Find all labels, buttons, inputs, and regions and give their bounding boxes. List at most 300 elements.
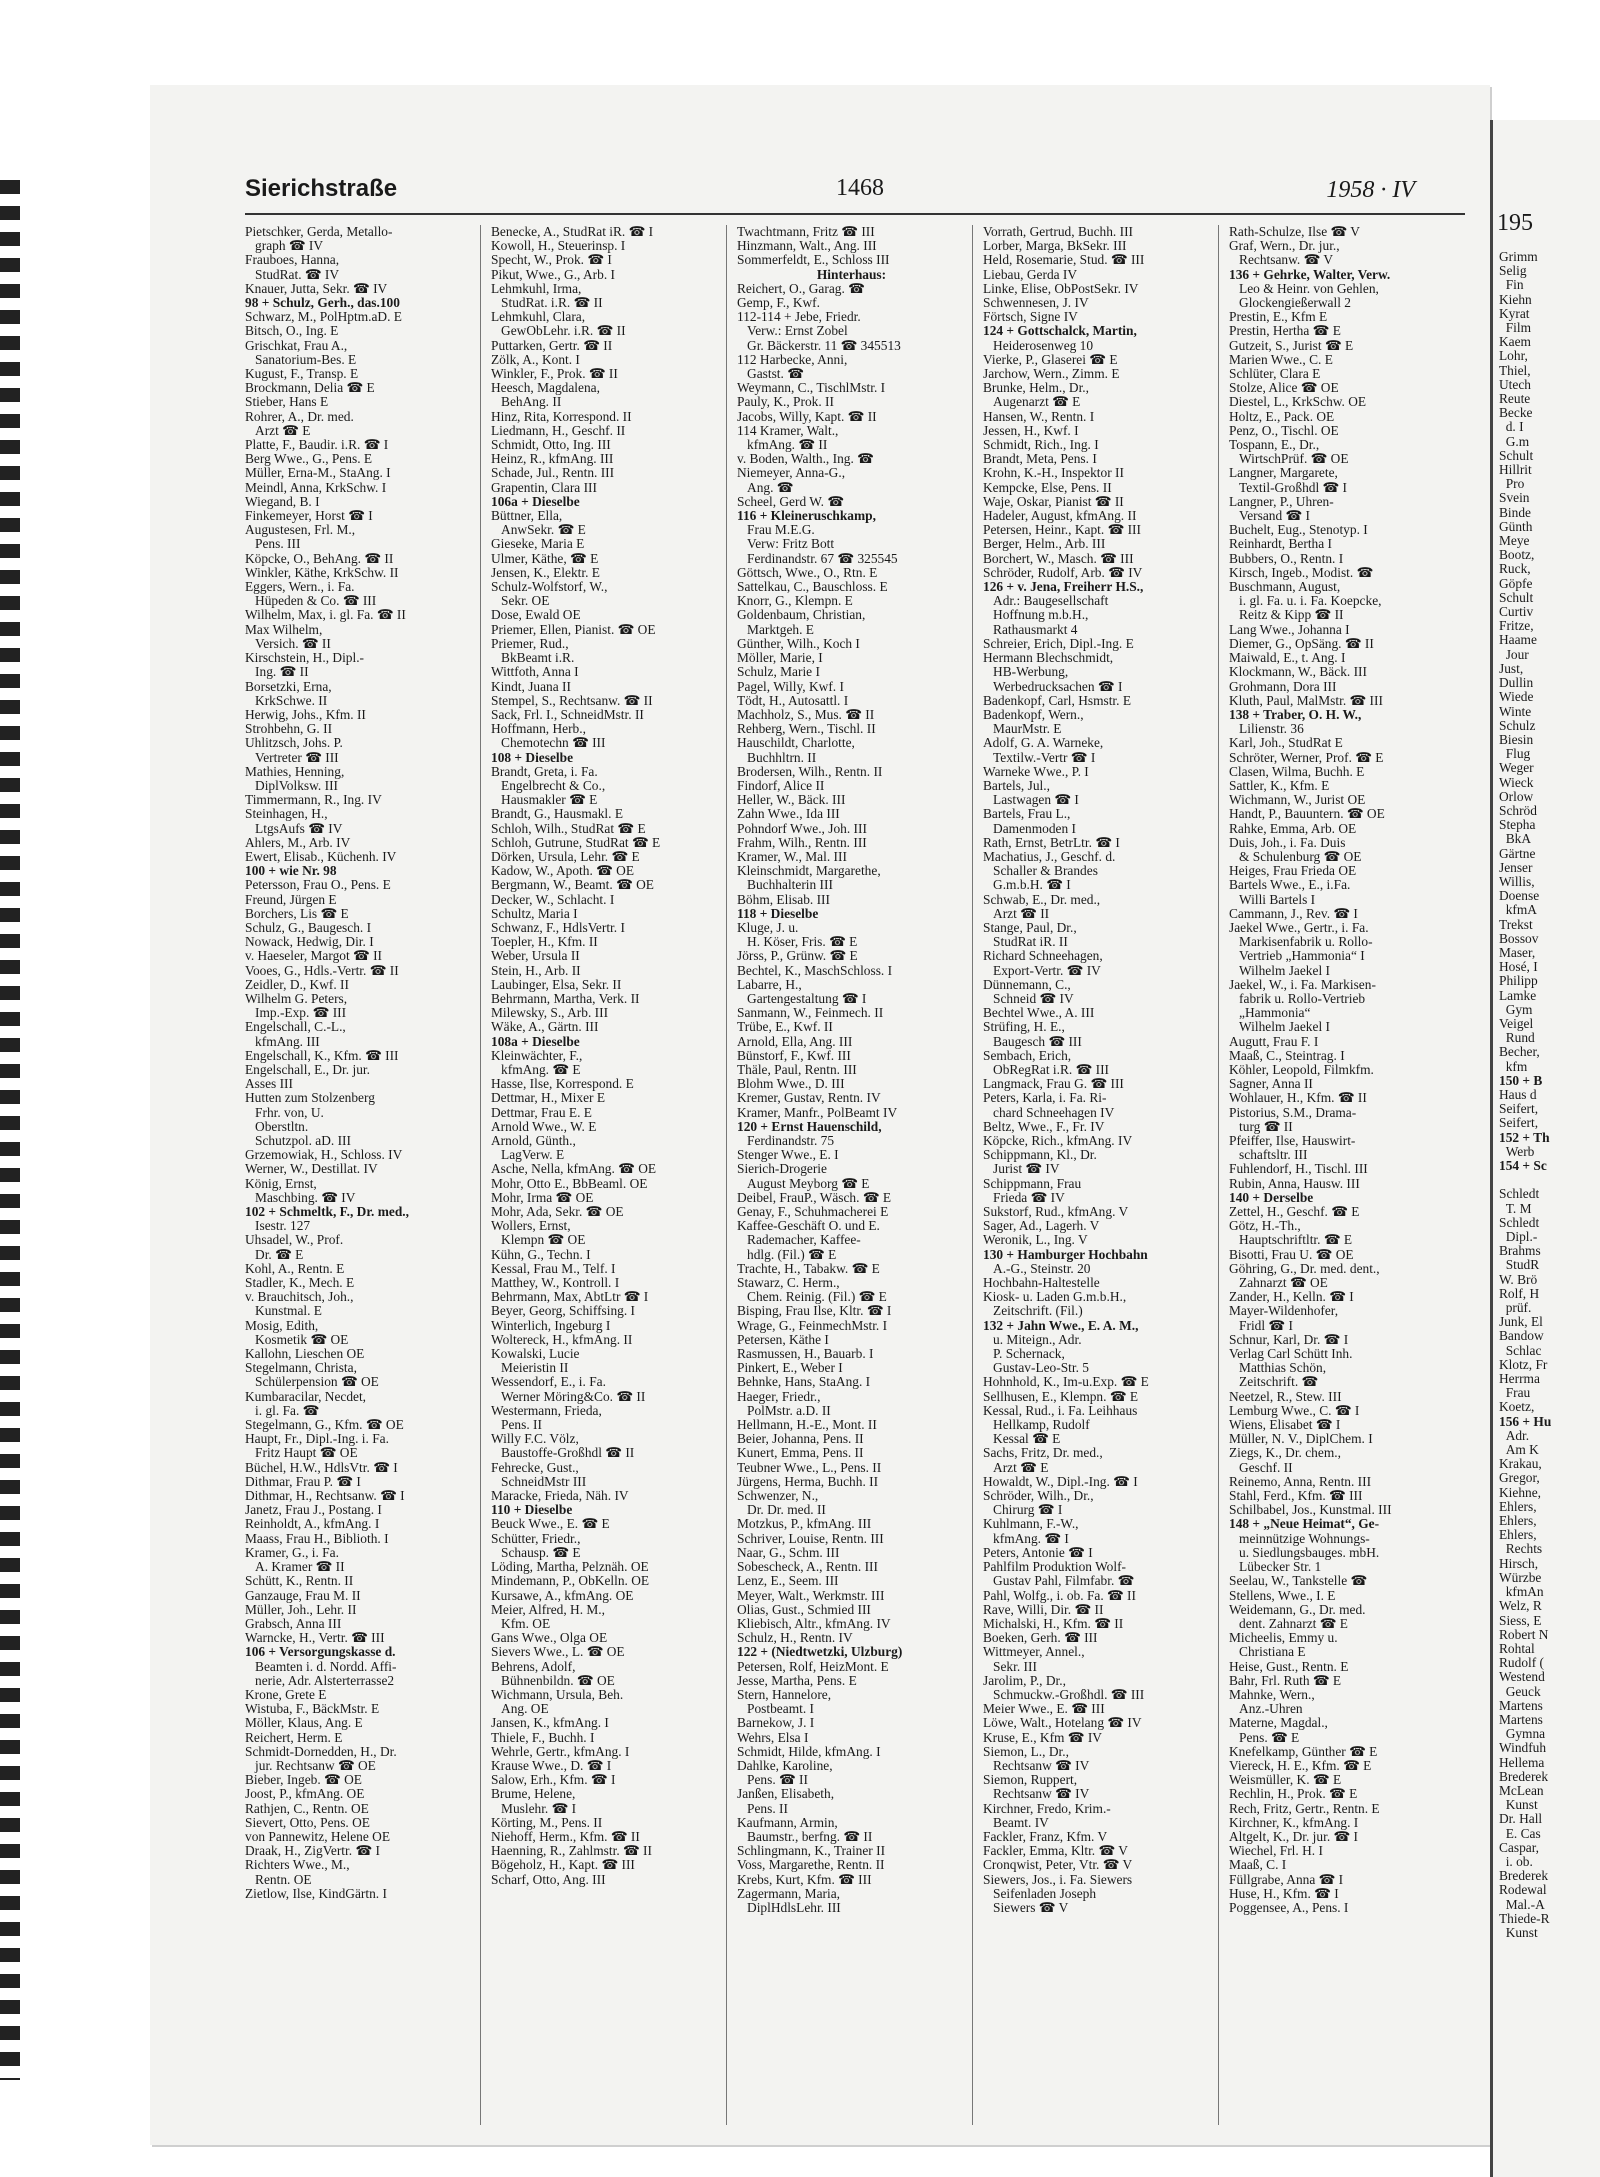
adjacent-entry: Rudolf ( — [1499, 1656, 1545, 1671]
adjacent-entry: Schult — [1499, 590, 1534, 605]
adjacent-entry: Göpfe — [1499, 576, 1533, 591]
directory-entry: MaurMstr. E — [983, 722, 1062, 737]
directory-entry: Baustoffe-Großhdl ☎ II — [491, 1446, 635, 1461]
directory-entry: 110 + Dieselbe — [491, 1503, 573, 1518]
directory-entry: Kruse, E., Kfm ☎ IV — [983, 1730, 1102, 1745]
directory-entry: Dahlke, Karoline, — [737, 1758, 833, 1773]
directory-entry: Versich. ☎ II — [245, 636, 331, 651]
adjacent-entry: Ehlers, — [1499, 1499, 1537, 1514]
directory-entry: Export-Vertr. ☎ IV — [983, 963, 1101, 978]
directory-entry: 148 + „Neue Heimat“, Ge- — [1229, 1517, 1380, 1532]
directory-entry: kfmAng. ☎ I — [983, 1531, 1069, 1546]
directory-entry: Schwab, E., Dr. med., — [983, 892, 1101, 907]
directory-entry: Verw.: Ernst Zobel — [737, 324, 848, 339]
page-header — [245, 175, 1475, 215]
directory-entry: 112 Harbecke, Anni, — [737, 352, 848, 367]
adjacent-entry: Dullin — [1499, 676, 1534, 691]
directory-entry: Schulz, Marie I — [737, 665, 820, 680]
directory-entry: Niehoff, Herm., Kfm. ☎ II — [491, 1829, 640, 1844]
directory-entry: Schlingmann, K., Trainer II — [737, 1844, 886, 1859]
directory-entry: Kosmetik ☎ OE — [245, 1332, 349, 1347]
adjacent-entry: Dr. Hall — [1499, 1812, 1543, 1827]
directory-entry: LtgsAufs ☎ IV — [245, 821, 343, 836]
directory-entry: Köpcke, O., BehAng. ☎ II — [245, 551, 394, 566]
directory-entry: Machholz, S., Mus. ☎ II — [737, 707, 875, 722]
directory-entry: Augutt, Frau F. I — [1229, 1034, 1319, 1049]
adjacent-entry: Brederek — [1499, 1869, 1549, 1884]
directory-entry: Beyer, Georg, Schiffsing. I — [491, 1304, 636, 1319]
directory-entry: Beier, Johanna, Pens. II — [737, 1432, 864, 1447]
directory-entry: Adr.: Baugesellschaft — [983, 594, 1109, 609]
directory-entry: Heiges, Frau Frieda OE — [1229, 864, 1357, 879]
adjacent-entry: Reute — [1499, 392, 1531, 407]
directory-entry: Wiegand, B. I — [245, 494, 320, 509]
directory-entry: Mohr, Otto E., BbBeaml. OE — [491, 1176, 648, 1191]
directory-entry: Bögeholz, H., Kapt. ☎ III — [491, 1858, 635, 1873]
directory-entry: Penz, O., Tischl. OE — [1229, 423, 1339, 438]
directory-entry: Kugust, F., Transp. E — [245, 367, 359, 382]
directory-entry: Fackler, Emma, Kltr. ☎ V — [983, 1844, 1128, 1859]
directory-entry: Rehberg, Wern., Tischl. II — [737, 722, 876, 737]
directory-entry: Weymann, C., TischlMstr. I — [737, 381, 886, 396]
directory-entry: Grischkat, Frau A., — [245, 338, 348, 353]
directory-entry: Borchers, Lis ☎ E — [245, 906, 349, 921]
directory-entry: Wohlauer, H., Kfm. ☎ II — [1229, 1091, 1367, 1106]
directory-entry: Niemeyer, Anna-G., — [737, 466, 846, 481]
adjacent-entry: kfmAn — [1499, 1585, 1544, 1600]
adjacent-entry: Kyrat — [1499, 306, 1530, 321]
directory-entry: Werner Möring&Co. ☎ II — [491, 1389, 646, 1404]
adjacent-entry: Maser, — [1499, 945, 1536, 960]
directory-entry: Dithmar, H., Rechtsanw. ☎ I — [245, 1489, 405, 1504]
directory-entry: Berger, Helm., Arb. III — [983, 537, 1106, 552]
directory-entry: Stegelmann, G., Kfm. ☎ OE — [245, 1418, 404, 1433]
directory-entry: Badenkopf, Wern., — [983, 707, 1084, 722]
directory-entry: Hinzmann, Walt., Ang. III — [737, 239, 877, 254]
directory-entry: Arzt ☎ E — [983, 1460, 1049, 1475]
directory-entry: Baumstr., berfng. ☎ II — [737, 1829, 873, 1844]
directory-entry: Göhring, G., Dr. med. dent., — [1229, 1261, 1380, 1276]
directory-entry: A.-G., Steinstr. 20 — [983, 1261, 1091, 1276]
directory-entry: Gartengestaltung ☎ I — [737, 991, 867, 1006]
directory-entry: Pauly, K., Prok. II — [737, 395, 834, 410]
directory-entry: Mindemann, P., ObKelln. OE — [491, 1574, 650, 1589]
directory-entry: Huse, H., Kfm. ☎ I — [1229, 1886, 1339, 1901]
directory-entry: Jesse, Martha, Pens. E — [737, 1673, 857, 1688]
adjacent-entry: 154 + Sc — [1499, 1159, 1547, 1173]
directory-entry: Stieber, Hans E — [245, 395, 329, 410]
directory-entry: Kühn, G., Techn. I — [491, 1247, 591, 1262]
directory-entry: Wittmeyer, Annel., — [983, 1645, 1085, 1660]
directory-entry: nerie, Adr. Alsterterrasse2 — [245, 1673, 395, 1688]
directory-entry: Brandt, G., Hausmakl. E — [491, 807, 624, 822]
adjacent-entry: Kiehne, — [1499, 1485, 1542, 1500]
directory-entry: Haupt, Fr., Dipl.-Ing. i. Fa. — [245, 1432, 389, 1447]
directory-entry: Stenger Wwe., E. I — [737, 1148, 839, 1163]
directory-entry: Arnold, Günth., — [491, 1134, 576, 1148]
directory-entry: Schriver, Louise, Rentn. III — [737, 1531, 884, 1546]
adjacent-entry: Binde — [1499, 505, 1531, 520]
directory-entry: Jaekel Wwe., Gertr., i. Fa. — [1229, 920, 1369, 935]
directory-entry: Wiens, Elisabet ☎ I — [1229, 1418, 1341, 1433]
directory-entry: Versand ☎ I — [1229, 509, 1311, 524]
directory-entry: Rechtsanw ☎ IV — [983, 1787, 1090, 1802]
directory-entry: Krebs, Kurt, Kfm. ☎ III — [737, 1872, 872, 1887]
directory-entry: Frhr. von, U. — [245, 1105, 324, 1120]
adjacent-entry: Junk, El — [1499, 1315, 1543, 1330]
directory-entry: Reichert, O., Garag. ☎ — [737, 281, 865, 296]
directory-entry: graph ☎ IV — [245, 239, 324, 254]
directory-entry: Genay, F., Schuhmacherei E — [737, 1205, 889, 1220]
directory-entry: Dr. Dr. med. II — [737, 1503, 826, 1518]
directory-entry: Petersen, Rolf, HeizMont. E — [737, 1659, 889, 1674]
directory-entry: Tödt, H., Autosattl. I — [737, 693, 849, 708]
directory-entry: Wehrs, Elsa I — [737, 1730, 809, 1745]
adjacent-entry: Pro — [1499, 477, 1525, 492]
directory-entry: Laubinger, Elsa, Sekr. II — [491, 977, 622, 992]
directory-entry: Pens. ☎ E — [1229, 1730, 1300, 1745]
adjacent-entry: Herrma — [1499, 1372, 1540, 1387]
directory-entry: kfmAng. ☎ II — [737, 438, 828, 453]
directory-entry: Petersen, Heinr., Kapt. ☎ III — [983, 523, 1141, 538]
directory-entry: Rasmussen, H., Bauarb. I — [737, 1347, 874, 1362]
directory-entry: Benecke, A., StudRat iR. ☎ I — [491, 225, 654, 239]
directory-entry: Sanatorium-Bes. E — [245, 352, 357, 367]
directory-entry: Reinholdt, A., kfmAng. I — [245, 1517, 380, 1532]
directory-entry: Hoffnung m.b.H., — [983, 608, 1089, 623]
directory-entry: Kessal, Rud., i. Fa. Leihhaus — [983, 1403, 1138, 1418]
directory-entry: Rathjen, C., Rentn. OE — [245, 1801, 369, 1816]
directory-entry: Zeitschrift. (Fil.) — [983, 1304, 1083, 1319]
directory-entry: Kirchner, K., kfmAng. I — [1229, 1815, 1359, 1830]
directory-entry: von Pannewitz, Helene OE — [245, 1829, 391, 1844]
directory-entry: Sager, Ad., Lagerh. V — [983, 1219, 1100, 1234]
directory-entry: Boeken, Gerh. ☎ III — [983, 1631, 1098, 1646]
adjacent-entry: Biesin — [1499, 732, 1534, 747]
directory-entry: Langner, Margarete, — [1229, 466, 1338, 481]
directory-entry: Trübe, E., Kwf. II — [737, 1020, 833, 1035]
directory-entry: 108 + Dieselbe — [491, 750, 574, 765]
directory-entry: Stellens, Wwe., I. E — [1229, 1588, 1336, 1603]
adjacent-entry: Grimm — [1499, 250, 1538, 264]
directory-entry: Bünstorf, F., Kwf. III — [737, 1048, 851, 1063]
directory-entry: Löwe, Walt., Hotelang ☎ IV — [983, 1716, 1142, 1731]
directory-entry: Blohm Wwe., D. III — [737, 1077, 845, 1092]
directory-entry: 136 + Gehrke, Walter, Verw. — [1229, 267, 1391, 282]
directory-entry: Hadeler, August, kfmAng. II — [983, 509, 1137, 524]
directory-entry: Gustav Pahl, Filmfabr. ☎ — [983, 1574, 1135, 1589]
directory-entry: GewObLehr. i.R. ☎ II — [491, 324, 626, 339]
directory-entry: LagVerw. E — [491, 1148, 565, 1163]
directory-entry: Linke, Elise, ObPostSekr. IV — [983, 281, 1139, 296]
directory-entry: v. Brauchitsch, Joh., — [245, 1290, 354, 1305]
directory-entry: Beamten i. d. Nordd. Affi- — [245, 1659, 397, 1674]
directory-entry: Bahr, Frl. Ruth ☎ E — [1229, 1673, 1342, 1688]
directory-entry: Kempcke, Else, Pens. II — [983, 480, 1112, 495]
directory-entry: Stegelmann, Christa, — [245, 1361, 357, 1376]
directory-entry: Schade, Jul., Rentn. III — [491, 466, 615, 481]
directory-entry: Hüpeden & Co. ☎ III — [245, 594, 377, 609]
directory-entry: 108a + Dieselbe — [491, 1034, 580, 1049]
directory-entry: Rech, Fritz, Gertr., Rentn. E — [1229, 1801, 1380, 1816]
directory-entry: Schreier, Erich, Dipl.-Ing. E — [983, 636, 1134, 651]
directory-entry: Krause Wwe., D. ☎ I — [491, 1758, 612, 1773]
directory-entry: Liedmann, H., Geschf. II — [491, 423, 626, 438]
directory-entry: Ing. ☎ II — [245, 665, 309, 680]
directory-entry: Heiderosenweg 10 — [983, 338, 1094, 353]
directory-entry: Augustesen, Frl. M., — [245, 523, 356, 538]
adjacent-entry: Trekst — [1499, 917, 1533, 932]
directory-entry: Mayer-Wildenhofer, — [1229, 1304, 1339, 1319]
directory-entry: Ang. OE — [491, 1702, 549, 1717]
directory-entry: P. Schernack, — [983, 1347, 1065, 1362]
adjacent-entry: Kunst — [1499, 1925, 1538, 1940]
directory-entry: Frieda ☎ IV — [983, 1190, 1065, 1205]
directory-page — [150, 85, 1490, 2145]
directory-entry: Markisenfabrik u. Rollo- — [1229, 935, 1373, 950]
directory-entry: StudRat. ☎ IV — [245, 267, 340, 282]
adjacent-entry: T. M — [1499, 1201, 1532, 1216]
directory-entry: Engelschall, E., Dr. jur. — [245, 1062, 370, 1077]
directory-entry: Schwennesen, J. IV — [983, 296, 1089, 311]
adjacent-entry: Curtiv — [1499, 605, 1534, 620]
directory-entry: Willy F.C. Völz, — [491, 1432, 579, 1447]
directory-entry: Wrage, G., FeinmechMstr. I — [737, 1318, 888, 1333]
directory-entry: Micheelis, Emmy u. — [1229, 1631, 1338, 1646]
adjacent-entry: Becher, — [1499, 1045, 1540, 1060]
directory-entry: Bisotti, Frau U. ☎ OE — [1229, 1247, 1354, 1262]
directory-entry: meinnützige Wohnungs- — [1229, 1531, 1370, 1546]
adjacent-entry: Jenser — [1499, 860, 1533, 875]
adjacent-entry: Koetz, — [1499, 1400, 1535, 1415]
directory-entry: Reichert, Herm. E — [245, 1730, 343, 1745]
directory-entry: Ewert, Elisab., Küchenh. IV — [245, 849, 397, 864]
adjacent-entry: Robert N — [1499, 1627, 1549, 1642]
directory-entry: Eggers, Wern., i. Fa. — [245, 580, 355, 595]
adjacent-entry: W. Brö — [1499, 1272, 1538, 1287]
directory-entry: Löding, Martha, Pelznäh. OE — [491, 1560, 649, 1575]
directory-entry: Kessal, Frau M., Telf. I — [491, 1261, 616, 1276]
directory-entry: Max Wilhelm, — [245, 622, 323, 637]
directory-entry: Maracke, Frieda, Näh. IV — [491, 1489, 629, 1504]
directory-entry: Krohn, K.-H., Inspektor II — [983, 466, 1124, 481]
directory-entry: Kowoll, H., Steuerinsp. I — [491, 239, 626, 254]
directory-entry: Grapentin, Clara III — [491, 480, 597, 495]
directory-entry: Pens. II — [737, 1801, 788, 1816]
adjacent-entry: Schröd — [1499, 803, 1537, 818]
directory-entry: Specht, W., Prok. ☎ I — [491, 253, 612, 268]
directory-entry: Bühnenbildn. ☎ OE — [491, 1673, 615, 1688]
directory-entry: 116 + Kleineruschkamp, — [737, 509, 876, 524]
directory-entry: Heise, Gust., Rentn. E — [1229, 1659, 1349, 1674]
directory-entry: Leo & Heinr. von Gehlen, — [1229, 281, 1379, 296]
directory-entry: Schloh, Gutrune, StudRat ☎ E — [491, 835, 661, 850]
directory-entry: Naar, G., Schm. III — [737, 1545, 840, 1560]
directory-entry: i. gl. Fa. u. i. Fa. Koepcke, — [1229, 594, 1382, 609]
directory-entry: Strohbehn, G. II — [245, 722, 333, 737]
directory-entry: Kramer, W., Mal. III — [737, 849, 847, 864]
directory-entry: Sattelkau, C., Bauschloss. E — [737, 580, 888, 595]
directory-entry: Wittfoth, Anna I — [491, 665, 579, 680]
directory-entry: Peters, Antonie ☎ I — [983, 1545, 1093, 1560]
directory-entry: Marien Wwe., C. E — [1229, 352, 1333, 367]
adjacent-entry: Klotz, Fr — [1499, 1357, 1548, 1372]
directory-entry: Warneke Wwe., P. I — [983, 764, 1089, 779]
directory-entry: Asses III — [245, 1077, 293, 1092]
adjacent-entry: Becke — [1499, 406, 1533, 421]
directory-entry: Kaffee-Geschäft O. und E. — [737, 1219, 880, 1234]
directory-entry: Uhlitzsch, Johs. P. — [245, 736, 343, 751]
directory-entry: Werner, W., Destillat. IV — [245, 1162, 378, 1177]
directory-entry: Stein, H., Arb. II — [491, 963, 581, 978]
directory-entry: Grabsch, Anna III — [245, 1616, 342, 1631]
directory-entry: Schmidt, Hilde, kfmAng. I — [737, 1744, 881, 1759]
directory-entry: Schulz, H., Rentn. IV — [737, 1631, 853, 1646]
adjacent-entry: 150 + B — [1499, 1073, 1543, 1088]
adjacent-entry: Svein — [1499, 491, 1530, 506]
directory-entry: Schmidt-Dornedden, H., Dr. — [245, 1744, 397, 1759]
directory-entry: Kremer, Gustav, Rentn. IV — [737, 1091, 881, 1106]
directory-entry: Schaller & Brandes — [983, 864, 1098, 879]
adjacent-entry: Veigel — [1499, 1016, 1534, 1031]
directory-entry: 120 + Ernst Hauenschild, — [737, 1119, 882, 1134]
directory-entry: Wilhelm Jaekel I — [1229, 1020, 1330, 1035]
directory-entry: 98 + Schulz, Gerh., das.100 — [245, 296, 400, 311]
directory-entry: Köpcke, Rich., kfmAng. IV — [983, 1134, 1133, 1148]
directory-entry: Kleinwächter, F., — [491, 1048, 583, 1063]
directory-entry: turg ☎ II — [1229, 1119, 1293, 1134]
directory-entry: Schlüter, Clara E — [1229, 367, 1321, 382]
directory-entry: u. Miteign., Adr. — [983, 1332, 1082, 1347]
directory-entry: Tospann, E., Dr., — [1229, 438, 1320, 453]
adjacent-page-fragment — [1490, 120, 1600, 2177]
directory-entry: 100 + wie Nr. 98 — [245, 864, 337, 879]
directory-entry: Rath-Schulze, Ilse ☎ V — [1229, 225, 1360, 239]
directory-entry: Kindt, Juana II — [491, 679, 571, 694]
directory-entry: Jansen, K., kfmAng. I — [491, 1716, 609, 1731]
directory-entry: Heesch, Magdalena, — [491, 381, 600, 396]
adjacent-entry: Selig — [1499, 264, 1527, 279]
directory-entry: fabrik u. Rollo-Vertrieb — [1229, 991, 1366, 1006]
directory-entry: Stawarz, C. Herm., — [737, 1276, 840, 1291]
directory-entry: 106a + Dieselbe — [491, 494, 580, 509]
directory-entry: Möller, Klaus, Ang. E — [245, 1716, 363, 1731]
directory-entry: Holtz, E., Pack. OE — [1229, 409, 1335, 424]
directory-entry: Neetzel, R., Stew. III — [1229, 1389, 1342, 1404]
adjacent-entry: Brederek — [1499, 1769, 1549, 1784]
adjacent-entry: McLean — [1499, 1783, 1544, 1798]
directory-entry: Engelbrecht & Co., — [491, 778, 606, 793]
directory-entry: Rohrer, A., Dr. med. — [245, 409, 354, 424]
directory-entry: Hermann Blechschmidt, — [983, 651, 1114, 666]
directory-entry: Schippmann, Kl., Dr. — [983, 1148, 1097, 1163]
directory-entry: Rahke, Emma, Arb. OE — [1229, 821, 1357, 836]
page-number: 1468 — [836, 175, 884, 201]
directory-entry: Schröter, Werner, Prof. ☎ E — [1229, 750, 1384, 765]
directory-entry: Müller, Erna-M., StaAng. I — [245, 466, 391, 481]
directory-entry: Prestin, Hertha ☎ E — [1229, 324, 1341, 339]
directory-entry: Jurist ☎ IV — [983, 1162, 1060, 1177]
directory-entry: Asche, Nella, kfmAng. ☎ OE — [491, 1162, 657, 1177]
directory-entry: Mohr, Irma ☎ OE — [491, 1190, 594, 1205]
adjacent-entry: Bootz, — [1499, 548, 1535, 563]
directory-entry: Viereck, H. E., Kfm. ☎ E — [1229, 1758, 1372, 1773]
directory-entry: Priemer, Ellen, Pianist. ☎ OE — [491, 622, 656, 637]
adjacent-entry: Jour — [1499, 647, 1529, 662]
directory-entry: Timmermann, R., Ing. IV — [245, 793, 382, 808]
directory-entry: Hinterhaus: — [816, 267, 887, 282]
directory-entry: Kirchner, Fredo, Krim.- — [983, 1801, 1111, 1816]
directory-entry: Schröder, Rudolf, Arb. ☎ IV — [983, 565, 1143, 580]
directory-entry: Brume, Helene, — [491, 1787, 576, 1802]
directory-entry: Buchhalterin III — [737, 878, 833, 893]
adjacent-entry: Westend — [1499, 1670, 1545, 1685]
directory-entry: Bitsch, O., Ing. E — [245, 324, 339, 339]
directory-entry: Vertrieb „Hammonia“ I — [1229, 949, 1365, 964]
directory-entry: Kfm. OE — [491, 1616, 551, 1631]
directory-entry: Klockmann, W., Bäck. III — [1229, 665, 1367, 680]
directory-entry: Arzt ☎ E — [245, 423, 311, 438]
directory-entry: Cronqwist, Peter, Vtr. ☎ V — [983, 1858, 1133, 1873]
directory-entry: Schütt, K., Rentn. II — [245, 1574, 354, 1589]
directory-entry: Engelschall, K., Kfm. ☎ III — [245, 1048, 399, 1063]
directory-entry: Stern, Hannelore, — [737, 1687, 832, 1702]
directory-entry: Rechtsanw. ☎ V — [1229, 253, 1334, 268]
header-rule — [245, 213, 1465, 215]
directory-entry: Stadler, K., Mech. E — [245, 1276, 355, 1291]
directory-entry: Sekr. OE — [491, 594, 550, 609]
column-5 — [1229, 225, 1465, 2125]
directory-entry: Brandt, Greta, i. Fa. — [491, 764, 598, 779]
directory-entry: Ferdinandstr. 67 ☎ 325545 — [737, 551, 898, 566]
directory-entry: Platte, F., Baudir. i.R. ☎ I — [245, 438, 389, 453]
directory-entry: Vorrath, Gertrud, Buchh. III — [983, 225, 1133, 239]
directory-entry: Verlag Carl Schütt Inh. — [1229, 1347, 1353, 1362]
adjacent-entry: Windfuh — [1499, 1741, 1547, 1756]
adjacent-entry: Flug — [1499, 747, 1531, 762]
directory-entry: Schloh, Wilh., StudRat ☎ E — [491, 821, 646, 836]
directory-entry: Draak, H., ZigVertr. ☎ I — [245, 1844, 380, 1859]
directory-entry: Wäke, A., Gärtn. III — [491, 1020, 599, 1035]
directory-entry: Wiechel, Frl. H. I — [1229, 1844, 1323, 1859]
adjacent-entry: G.m — [1499, 434, 1530, 449]
directory-entry: Jörss, P., Grünw. ☎ E — [737, 949, 858, 964]
directory-entry: Schilbabel, Jos., Kunstmal. III — [1229, 1503, 1392, 1518]
directory-entry: Pens. III — [245, 537, 301, 552]
adjacent-entry: Winte — [1499, 704, 1532, 719]
directory-entry: Thiele, F., Buchh. I — [491, 1730, 595, 1745]
directory-entry: Pens. II — [491, 1418, 542, 1433]
directory-entry: Meier, Alfred, H. M., — [491, 1602, 606, 1617]
directory-entry: 126 + v. Jena, Freiherr H.S., — [983, 580, 1144, 595]
directory-entry: Freund, Jürgen E — [245, 892, 337, 907]
directory-entry: Imp.-Exp. ☎ III — [245, 1006, 347, 1021]
directory-entry: Günther, Wilh., Koch I — [737, 636, 860, 651]
adjacent-entry: Kunst — [1499, 1798, 1538, 1813]
directory-entry: König, Ernst, — [245, 1176, 317, 1191]
adjacent-entry: Gregor, — [1499, 1471, 1540, 1486]
directory-entry: Hinz, Rita, Korrespond. II — [491, 409, 632, 424]
directory-columns — [245, 225, 1465, 2125]
directory-entry: Richters Wwe., M., — [245, 1858, 350, 1873]
directory-entry: Kursawe, A., kfmAng. OE — [491, 1588, 634, 1603]
directory-entry: Pietschker, Gerda, Metallo- — [245, 225, 393, 239]
directory-entry: Fackler, Franz, Kfm. V — [983, 1829, 1108, 1844]
street-name: Sierichstraße — [245, 175, 398, 202]
directory-entry: Kirsch, Ingeb., Modist. ☎ — [1229, 565, 1374, 580]
directory-entry: Fridl ☎ I — [1229, 1318, 1293, 1333]
directory-entry: Schröder, Wilh., Dr., — [983, 1489, 1094, 1504]
